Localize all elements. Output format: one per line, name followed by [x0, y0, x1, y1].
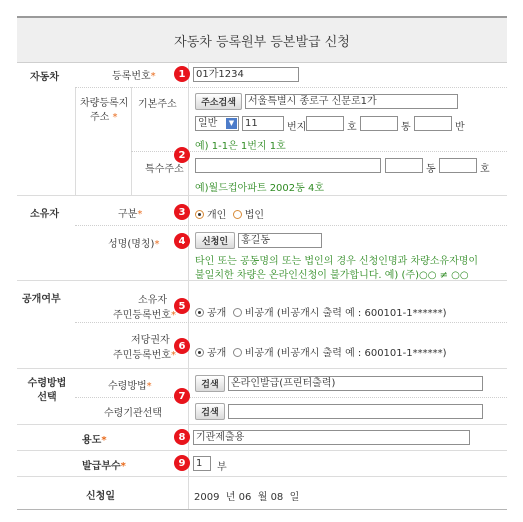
- purpose-label-text: 용도: [82, 435, 102, 446]
- receipt-agency-label: 수령기관선택: [104, 408, 162, 419]
- required-mark: *: [120, 461, 126, 472]
- owner-type-radio-group: [195, 206, 264, 221]
- required-mark: *: [146, 381, 152, 392]
- row-divider: [75, 397, 507, 398]
- marker-9: 9: [174, 455, 190, 471]
- radio-button[interactable]: [233, 308, 242, 317]
- address-search-button[interactable]: 주소검색: [195, 93, 242, 110]
- owner-id-label-2-text: 주민등록번호: [113, 310, 171, 321]
- owner-type-corporate[interactable]: [233, 210, 264, 221]
- tong-unit-label: 통: [401, 122, 411, 133]
- owner-id-public-option[interactable]: [195, 308, 226, 319]
- radio-button[interactable]: [233, 348, 242, 357]
- row-divider: [17, 476, 507, 477]
- marker-3: 3: [174, 204, 190, 220]
- private-example: (비공개시 출력 예 : 600101-1******): [276, 308, 447, 319]
- ban-unit-label: 반: [455, 122, 465, 133]
- row-divider: [75, 87, 507, 88]
- required-mark: *: [170, 310, 176, 321]
- reg-no-input[interactable]: 01가1234: [193, 67, 299, 82]
- address-example-note: 예) 1-1은 1번지 1호: [195, 141, 286, 152]
- mortgagee-id-label-2-text: 주민등록번호: [113, 350, 171, 361]
- marker-5: 5: [174, 298, 190, 314]
- section-owner: 소유자: [30, 209, 59, 220]
- copies-label: [82, 457, 126, 472]
- required-mark: *: [150, 71, 156, 82]
- marker-8: 8: [174, 429, 190, 445]
- section-vehicle: 자동차: [30, 72, 59, 83]
- owner-name-label: [108, 235, 159, 250]
- copies-label-text: 발급부수: [82, 461, 121, 472]
- special-dong-input[interactable]: [385, 158, 423, 173]
- owner-note-line-1: 타인 또는 공동명의 또는 법인의 경우 신청인명과 차량소유자명이: [195, 256, 479, 267]
- special-address-example-note: 예)월드컵아파트 2002동 4호: [195, 183, 325, 194]
- row-divider: [17, 368, 507, 369]
- purpose-input[interactable]: 기관제출용: [193, 430, 470, 445]
- mortgagee-id-public-option[interactable]: [195, 348, 226, 359]
- private-label: 비공개: [244, 348, 274, 359]
- section-disclosure: 공개여부: [22, 294, 61, 305]
- mortgagee-id-private-option[interactable]: [233, 348, 274, 359]
- section-receipt: 수령방법 선택: [27, 378, 67, 403]
- chevron-down-icon[interactable]: ▼: [226, 118, 237, 129]
- ho-unit-label: 호: [347, 122, 357, 133]
- owner-name-label-text: 성명(명칭): [108, 239, 155, 250]
- apply-date-label: 신청일: [86, 491, 115, 502]
- special-address-input[interactable]: [195, 158, 381, 173]
- row-divider: [17, 195, 507, 196]
- ban-number-input[interactable]: [414, 116, 452, 131]
- mortgagee-id-label-1: 저당권자: [131, 335, 170, 346]
- reg-no-label: [112, 67, 156, 82]
- table-bottom-border: [17, 509, 507, 510]
- row-divider: [17, 424, 507, 425]
- owner-id-label-1: 소유자: [138, 295, 167, 306]
- receipt-method-input[interactable]: 온라인발급(프린터출력): [228, 376, 483, 391]
- required-mark: *: [101, 435, 107, 446]
- owner-note-line-2: 불일치한 차량은 온라인신청이 불가합니다. 예) (주)○○ ≠ ○○: [195, 270, 469, 281]
- receipt-method-label-text: 수령방법: [108, 381, 147, 392]
- apply-date-value: 2009 년 06 월 08 일: [194, 492, 300, 503]
- required-mark: *: [112, 112, 118, 123]
- special-dong-unit: 동: [426, 164, 436, 175]
- copies-unit: 부: [217, 462, 227, 473]
- private-label: 비공개: [244, 308, 274, 319]
- marker-7: 7: [174, 388, 190, 404]
- lot-unit-label: 번지: [287, 122, 307, 133]
- required-mark: *: [137, 209, 143, 220]
- mortgagee-id-label-2: [113, 346, 176, 361]
- basic-addr-label: 기본주소: [138, 99, 177, 110]
- owner-id-label-2: [113, 306, 176, 321]
- address-type-select[interactable]: [195, 116, 239, 131]
- special-addr-label: 특수주소: [145, 164, 184, 175]
- address-type-value: 일반: [198, 118, 218, 129]
- form-title-text: 자동차 등록원부 등본발급 신청: [174, 34, 350, 50]
- receipt-agency-input[interactable]: [228, 404, 483, 419]
- public-label: 공개: [207, 308, 227, 319]
- copies-input[interactable]: 1: [193, 456, 211, 471]
- applicant-button[interactable]: 신청인: [195, 232, 235, 249]
- receipt-agency-search-button[interactable]: 검색: [195, 403, 225, 420]
- lot-number-input[interactable]: 11: [242, 116, 284, 131]
- tong-number-input[interactable]: [360, 116, 398, 131]
- owner-type-individual-label: 개인: [207, 210, 227, 221]
- owner-type-label-text: 구분: [118, 209, 138, 220]
- form-title: [17, 16, 507, 63]
- row-divider: [75, 225, 507, 226]
- basic-address-input[interactable]: 서울특별시 종로구 신문로1가: [245, 94, 458, 109]
- radio-button[interactable]: [195, 210, 204, 219]
- sub-column-divider: [131, 87, 132, 195]
- owner-id-private-option[interactable]: [233, 308, 274, 319]
- purpose-label: [82, 431, 107, 446]
- sub-column-divider: [75, 87, 76, 195]
- receipt-method-label: [108, 377, 152, 392]
- private-example: (비공개시 출력 예 : 600101-1******): [276, 348, 447, 359]
- owner-type-corporate-label: 법인: [244, 210, 265, 221]
- special-ho-unit: 호: [480, 164, 490, 175]
- special-ho-input[interactable]: [439, 158, 477, 173]
- ho-number-input[interactable]: [306, 116, 344, 131]
- reg-no-label-text: 등록번호: [112, 71, 151, 82]
- owner-type-individual[interactable]: [195, 210, 226, 221]
- radio-button[interactable]: [233, 210, 242, 219]
- radio-button[interactable]: [195, 308, 204, 317]
- public-label: 공개: [207, 348, 227, 359]
- mortgagee-id-disclosure-radio-group: [195, 344, 447, 359]
- receipt-method-search-button[interactable]: 검색: [195, 375, 225, 392]
- marker-1: 1: [174, 66, 190, 82]
- owner-type-label: [118, 205, 142, 220]
- vehicle-addr-label-1: 차량등록지: [80, 98, 129, 109]
- required-mark: *: [170, 350, 176, 361]
- marker-6: 6: [174, 338, 190, 354]
- radio-button[interactable]: [195, 348, 204, 357]
- marker-2: 2: [174, 147, 190, 163]
- row-divider: [75, 322, 507, 323]
- row-divider: [17, 450, 507, 451]
- column-divider: [188, 62, 189, 510]
- vehicle-addr-label-2-text: 주소: [90, 112, 110, 123]
- marker-4: 4: [174, 233, 190, 249]
- required-mark: *: [154, 239, 160, 250]
- owner-id-disclosure-radio-group: [195, 304, 447, 319]
- owner-name-input[interactable]: 홍길동: [238, 233, 322, 248]
- vehicle-addr-label-2: [90, 108, 118, 123]
